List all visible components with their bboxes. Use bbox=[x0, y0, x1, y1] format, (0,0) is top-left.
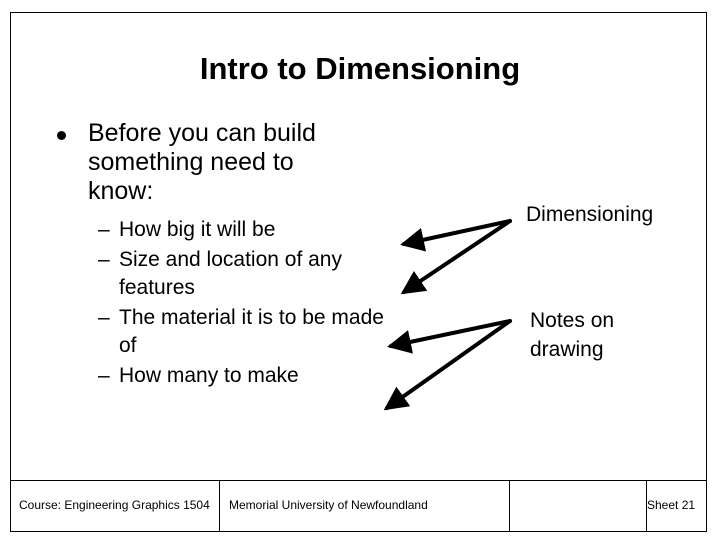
footer-university: Memorial University of Newfoundland bbox=[220, 481, 510, 531]
bullet-dot-icon bbox=[57, 131, 66, 140]
sub-bullet-text: Size and location of any features bbox=[119, 248, 342, 299]
footer-course: Course: Engineering Graphics 1504 bbox=[10, 481, 220, 531]
dash-bullet-icon: – bbox=[98, 306, 110, 329]
footer-sheet-number: Sheet 21 bbox=[647, 498, 696, 512]
dash-bullet-icon: – bbox=[98, 248, 110, 271]
dimensioning-label: Dimensioning bbox=[526, 203, 654, 226]
dash-bullet-icon: – bbox=[98, 364, 110, 387]
sub-bullet-text: How big it will be bbox=[119, 218, 276, 241]
main-bullet-text: Before you can build something need to know: bbox=[88, 119, 316, 205]
sub-bullet-item bbox=[98, 304, 398, 360]
footer-middle bbox=[510, 481, 647, 531]
sub-bullet-list bbox=[98, 216, 398, 392]
sub-bullet-text: The material it is to be made of bbox=[119, 306, 384, 357]
slide-footer bbox=[10, 480, 707, 532]
slide-title: Intro to Dimensioning bbox=[199, 51, 521, 86]
sub-bullet-item bbox=[98, 362, 398, 390]
dash-bullet-icon: – bbox=[98, 218, 110, 241]
sub-bullet-item bbox=[98, 246, 398, 302]
sub-bullet-text: How many to make bbox=[119, 364, 299, 387]
notes-on-drawing-label: Notes on drawing bbox=[530, 309, 615, 361]
sub-bullet-item bbox=[98, 216, 398, 244]
